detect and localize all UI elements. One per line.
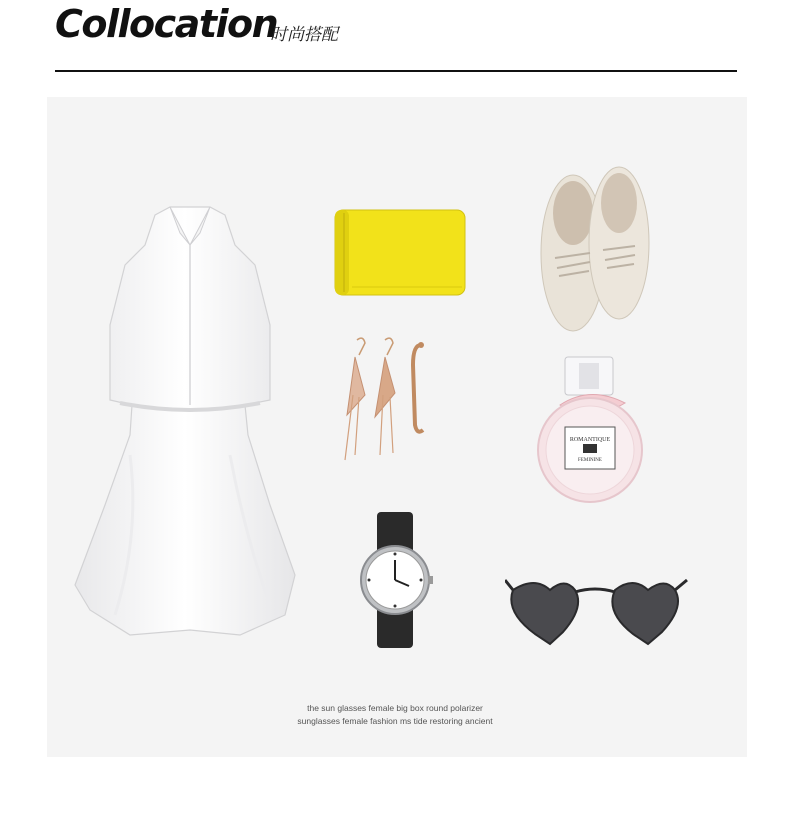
- yellow-wallet-image: [330, 205, 470, 300]
- header-divider: [55, 70, 737, 72]
- page-title: Collocation: [55, 2, 278, 46]
- perfume-bottle-image: [535, 355, 655, 505]
- white-shirt-dress-image: [70, 205, 310, 645]
- heart-sunglasses-image: [505, 572, 690, 652]
- cream-oxford-shoes-image: [535, 158, 655, 338]
- caption-line-2: sunglasses female fashion ms tide restoring ancient: [297, 716, 493, 726]
- earrings-and-bracelet-image: [335, 335, 445, 465]
- page-subtitle: 时尚搭配: [270, 25, 338, 45]
- product-caption: [255, 702, 535, 728]
- caption-line-1: the sun glasses female big box round polarizer: [307, 703, 483, 713]
- perfume-label-line2: FEMININE: [578, 458, 602, 463]
- perfume-label-line1: ROMANTIQUE: [569, 437, 611, 443]
- wrist-watch-image: [355, 510, 435, 650]
